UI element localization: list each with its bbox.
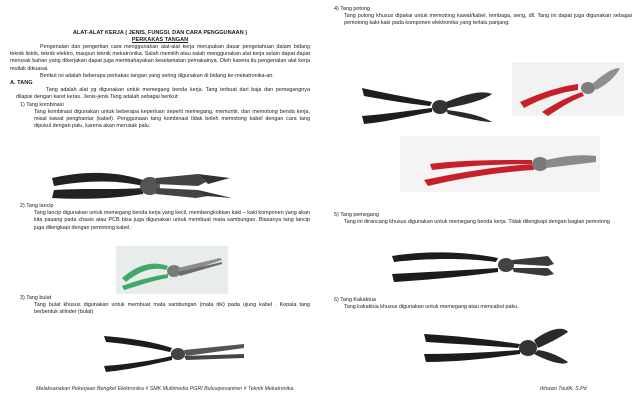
item-heading-lancip: 2) Tang lancip (20, 203, 54, 209)
item-body-potong: Tang potong khusus dipakai untuk memotong kawat/kabel, tembaga, seng, dll. Tang ini dapat juga digunakan sebagai pemotong kaki-kaki pada komponen elektronika yang terlalu panjang. (344, 13, 632, 27)
left-column (10, 26, 310, 130)
item-body-pemegang: Tang ini dirancang khusus digunakan untuk memegang benda kerja. Tidak dilengkapi dengan bagian pemotong (344, 219, 610, 226)
item-heading-pemegang: 5) Tang pemegang (334, 212, 379, 218)
right-column-bottom (334, 297, 632, 311)
left-column-continued (10, 203, 310, 232)
intro-paragraph-1: Pengenalan dan pengertian cara menggunakan alat-alat kerja merupakan dasar pengetahuan dalam bidang teknik listrik, teknik elektro, maupun teknik mekatronika. Salah memilih atau salah menggunakan alat kerja selain dapat dapat merusak bahan yang dikerjakan dapat juga membahayakan keselamatan pemakainya. Oleh karena itu pengenalan alat kerja mutlak dikuasai. (10, 44, 310, 72)
wire-stripper-image (400, 136, 600, 192)
needle-nose-pliers-image (116, 246, 228, 294)
right-column (334, 6, 632, 28)
item-heading-potong: 4) Tang potong (334, 6, 370, 12)
footer-left-text: Melaksanakan Pekerjaan Bengkel Elektronika # SMK Multimedia PGRI Bulusipesantren # Teknik Mekatronika (36, 386, 294, 392)
item-heading-kakaktua: 6) Tang Kakaktua (334, 297, 376, 303)
document-subtitle: PERKAKAS TANGAN (131, 37, 189, 43)
item-body-kakaktua: Tang kakaktua khusus digunakan untuk memegang atau mencabut paku. (344, 304, 519, 311)
section-heading-tang: A. TANG (10, 80, 33, 87)
pincers-image (420, 318, 570, 374)
item-heading-kombinasi: 1) Tang kombinasi (20, 101, 64, 108)
footer-author: Ikhwan Taufik, S.Pd (540, 386, 587, 392)
round-nose-pliers-image (100, 326, 250, 374)
right-column-mid (334, 212, 632, 226)
left-column-bottom (10, 295, 310, 317)
intro-paragraph-2: Berikut ini adalah beberapa perkakas tangan yang sering digunakan di bidang ke-mekatronika-an: (40, 72, 274, 79)
document-title: ALAT-ALAT KERJA ( JENIS, FUNGSI, DAN CARA PENGGUNAAN ) (72, 30, 248, 36)
combination-pliers-image (48, 160, 238, 208)
item-body-bulat: Tang bulat khusus digunakan untuk membuat mata sambungan (mata itik) pada ujung kabel . Kepala tang berbentuk silinder (bulat) (34, 302, 310, 316)
item-heading-bulat: 3) Tang bulat (20, 295, 52, 301)
item-body-lancip: Tang lancip digunakan untuk memegang benda kerja yang kecil, membengkokkan kaki – kaki komponen yang akan kita pasang pada chasis atau PCB bisa juga digunakan untuk membuat mata sambungan. Biasanya tang lancip juga dilengkapi dengan pemotong kabel. (34, 210, 310, 231)
slip-joint-pliers-image (388, 242, 558, 288)
red-handle-cutter-image (512, 62, 624, 116)
tang-intro: Tang adalah alat yg digunakan untuk memegang benda kerja. Tang terbuat dari baja dan pemegangnya dilapisi dengan karet keras. Jenis-jenis Tang adalah sebagai berikut: (16, 87, 310, 101)
diagonal-cutter-image (358, 72, 498, 132)
item-body-kombinasi: Tang kombinasi digunakan untuk beberapa keperluan seperti memegang, memuntir, dan memotong benda kerja, misal kawat penghantar (kabel). Penggunaan tang kombinasi tidak boleh memotong kabel dengan cara tang dipukul dengan palu, karena akan merusak palu. (34, 108, 310, 130)
